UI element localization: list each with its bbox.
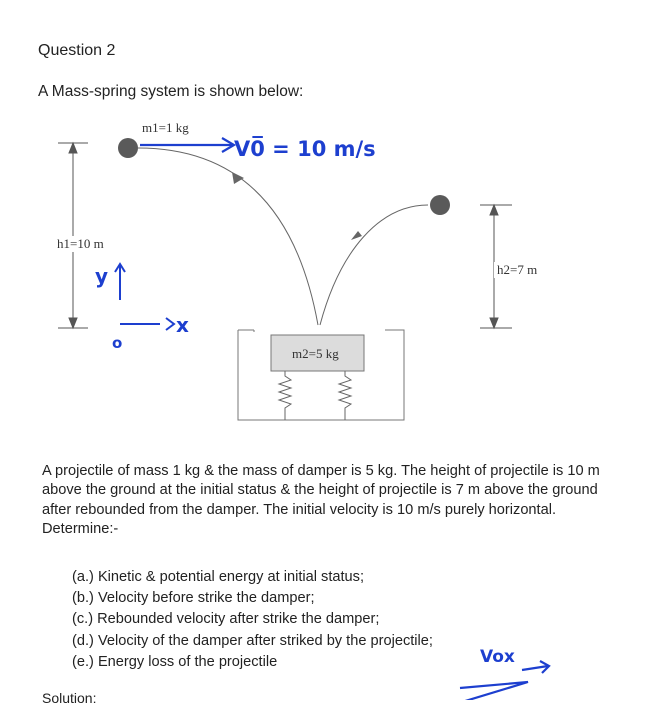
- question-item: (e.) Energy loss of the projectile: [72, 653, 278, 670]
- question-item: (d.) Velocity of the damper after striked by the projectile;: [72, 632, 433, 649]
- question-item: (c.) Rebounded velocity after strike the damper;: [72, 611, 380, 628]
- origin-label: o: [112, 334, 123, 352]
- rebound-trajectory: [320, 205, 428, 325]
- statement-line: above the ground at the initial status & the height of projectile is 7 m above the ground: [42, 482, 598, 499]
- statement-line: after rebounded from the damper. The initial velocity is 10 m/s purely horizontal.: [42, 501, 557, 518]
- solution-label: Solution:: [42, 690, 97, 706]
- statement-line: Determine:-: [42, 521, 119, 538]
- h1-label: h1=10 m: [57, 236, 104, 251]
- question-intro: A Mass-spring system is shown below:: [38, 83, 304, 100]
- rebound-ball: [430, 195, 450, 215]
- spring-left: [279, 371, 291, 420]
- x-axis-label: x: [176, 313, 189, 337]
- mass-m1-ball: [118, 138, 138, 158]
- m1-label: m1=1 kg: [142, 120, 189, 135]
- question-title: Question 2: [38, 42, 116, 59]
- velocity-annotation: V0̅ = 10 m/s: [234, 137, 376, 161]
- statement-line: A projectile of mass 1 kg & the mass of damper is 5 kg. The height of projectile is 10 m: [42, 463, 600, 479]
- incoming-trajectory: [138, 148, 318, 325]
- problem-statement: [42, 462, 668, 540]
- y-axis-arrow: [115, 264, 174, 330]
- question-item: (a.) Kinetic & potential energy at initial status;: [72, 569, 365, 585]
- vox-annotation: Vox: [480, 647, 515, 667]
- rebound-arrow: [351, 231, 362, 240]
- velocity-arrow: [140, 138, 234, 152]
- vox-sketch: [450, 640, 560, 700]
- spring-right: [339, 371, 351, 420]
- question-item: (b.) Velocity before strike the damper;: [72, 590, 315, 607]
- question-list: [72, 567, 433, 673]
- h2-label: h2=7 m: [497, 262, 538, 277]
- mass-spring-diagram: [0, 110, 672, 440]
- trajectory-arrow: [232, 172, 244, 184]
- m2-label: m2=5 kg: [292, 346, 339, 361]
- y-axis-label: y: [95, 264, 109, 288]
